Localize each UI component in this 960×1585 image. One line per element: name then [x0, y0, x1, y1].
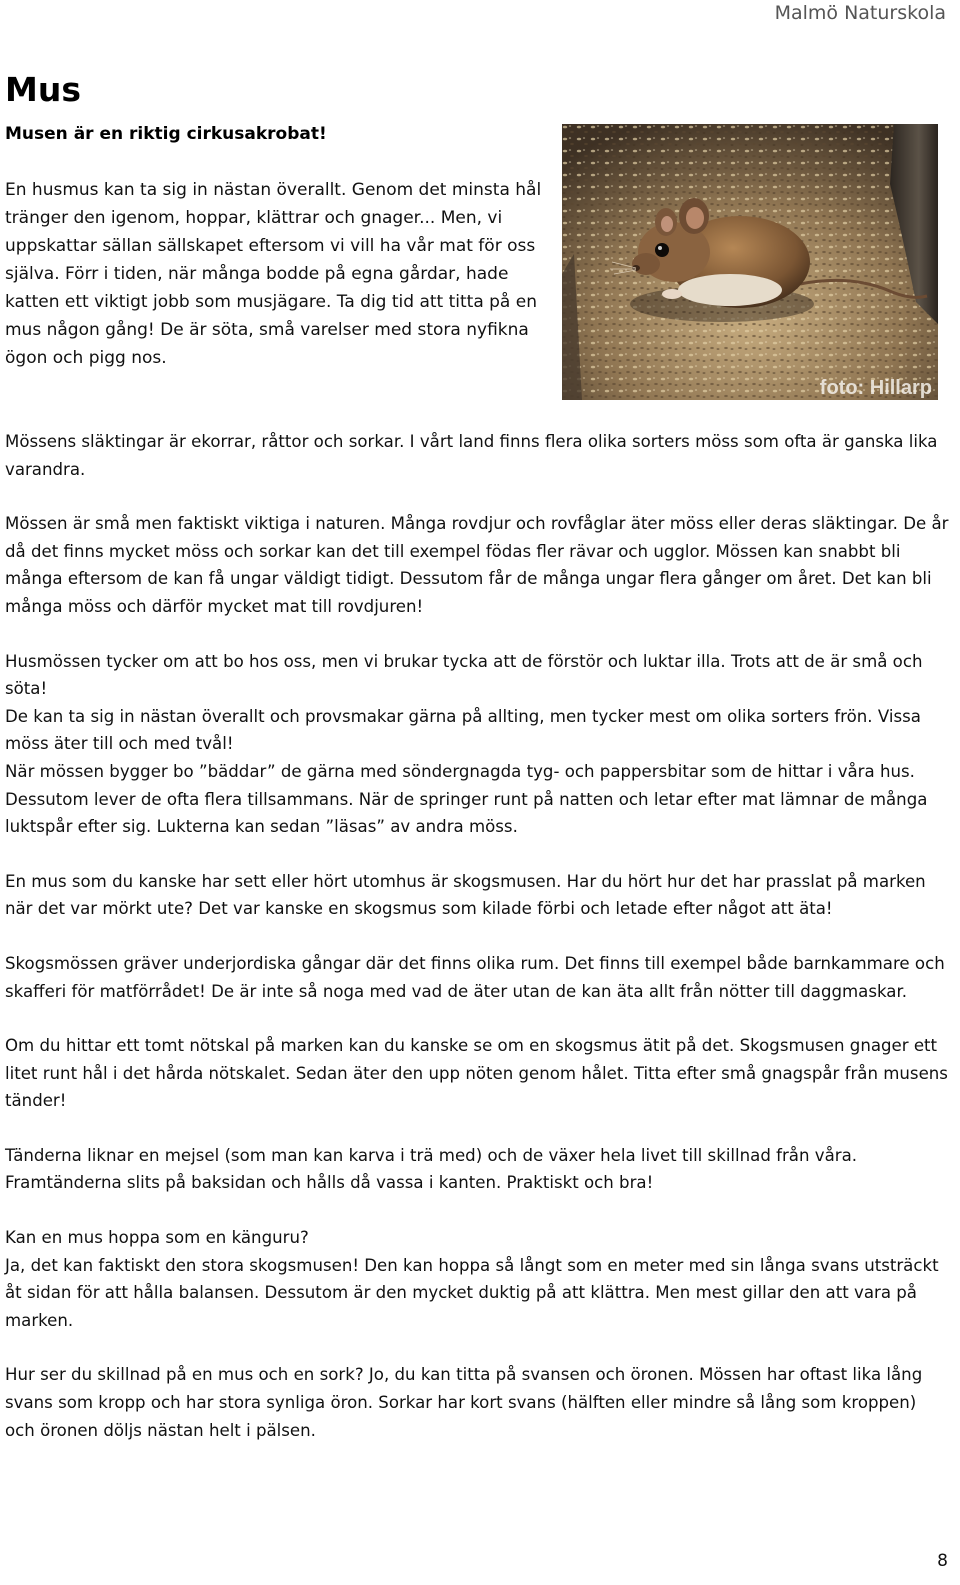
paragraph-tunnels: Skogsmössen gräver underjordiska gångar där det finns olika rum. Det finns till exempel både barnkammare och skafferi för matförrådet! De är inte så noga med vad de äter utan de kan äta allt från nötter till daggmaskar. — [5, 953, 945, 1001]
photo-credit: foto: Hillarp — [819, 377, 932, 399]
intro-paragraph: En husmus kan ta sig in nästan överallt. Genom det minsta hål tränger den igenom, hoppar, klättrar och gnager... Men, vi uppskattar sällan sällskapet eftersom vi vill ha vår mat för oss själva. Förr i tiden, när många bodde på egna gårdar, hade katten ett viktigt jobb som musjägare. Ta dig tid att titta på en mus någon gång! De är söta, små varelser med stora nyfikna ögon och pigg nos. — [5, 180, 542, 368]
paragraph-nest: När mössen bygger bo ”bäddar” de gärna med söndergnagda tyg- och pappersbitar som de hittar i våra hus. Dessutom lever de ofta flera tillsammans. När de springer runt på natten och letar efter mat lämnar de många luktspår efter sig. Lukterna kan sedan ”läsas” av andra möss. — [5, 761, 928, 837]
paragraph-kangaroo-question: Kan en mus hoppa som en känguru? — [5, 1228, 309, 1248]
paragraph-relatives: Mössens släktingar är ekorrar, råttor och sorkar. I vårt land finns flera olika sorters möss som ofta är ganska lika varandra. — [5, 432, 938, 479]
paragraph-kangaroo-answer: Ja, det kan faktiskt den stora skogsmusen! Den kan hoppa så långt som en meter med sin långa svans utsträckt åt sidan för att hålla balansen. Dessutom är den mycket duktig på att klättra. Men mest gillar den att vara på marken. — [5, 1255, 939, 1330]
page-number: 8 — [937, 1551, 948, 1571]
page-subtitle: Musen är en riktig cirkusakrobat! — [5, 124, 327, 144]
mouse-photo — [562, 124, 938, 400]
body-text — [5, 428, 950, 1471]
paragraph-wood-mouse: En mus som du kanske har sett eller hört utomhus är skogsmusen. Har du hört hur det har prasslat på marken när det var mörkt ute? Det var kanske en skogsmus som kilade förbi och letade efter något att äta! — [5, 871, 926, 919]
paragraph-teeth: Tänderna liknar en mejsel (som man kan karva i trä med) och de växer hela livet till skillnad från våra. Framtänderna slits på baksidan och hålls då vassa i kanten. Praktiskt och bra! — [5, 1145, 858, 1193]
paragraph-house-mice: Husmössen tycker om att bo hos oss, men vi brukar tycka att de förstör och luktar illa. Trots att de är små och söta! — [5, 651, 923, 699]
header-school-name: Malmö Naturskola — [774, 2, 946, 24]
paragraph-nutshell: Om du hittar ett tomt nötskal på marken kan du kanske se om en skogsmus ätit på det. Skogsmusen gnager ett litet runt hål i det hårda nötskalet. Sedan äter den upp nöten genom hålet. Titta efter små gnagspår från musens tänder! — [5, 1036, 948, 1111]
paragraph-food: De kan ta sig in nästan överallt och provsmakar gärna på allting, men tycker mest om olika sorters frön. Vissa möss äter till och med tvål! — [5, 706, 921, 754]
paragraph-nature: Mössen är små men faktiskt viktiga i naturen. Många rovdjur och rovfåglar äter möss eller deras släktingar. De år då det finns mycket möss och sorkar kan det till exempel födas fler rävar och ugglor. Mössen kan snabbt bli många eftersom de kan få ungar väldigt tidigt. Dessutom får de många ungar flera gånger om året. Det kan bli många möss och därför mycket mat till rovdjuren! — [5, 514, 949, 616]
paragraph-mouse-vs-vole: Hur ser du skillnad på en mus och en sork? Jo, du kan titta på svansen och öronen. Mössen har oftast lika lång svans som kropp och har stora synliga öron. Sorkar har kort svans (hälften eller mindre så lång som kroppen) och öronen döljs nästan helt i pälsen. — [5, 1365, 923, 1440]
page-title: Mus — [5, 70, 81, 109]
